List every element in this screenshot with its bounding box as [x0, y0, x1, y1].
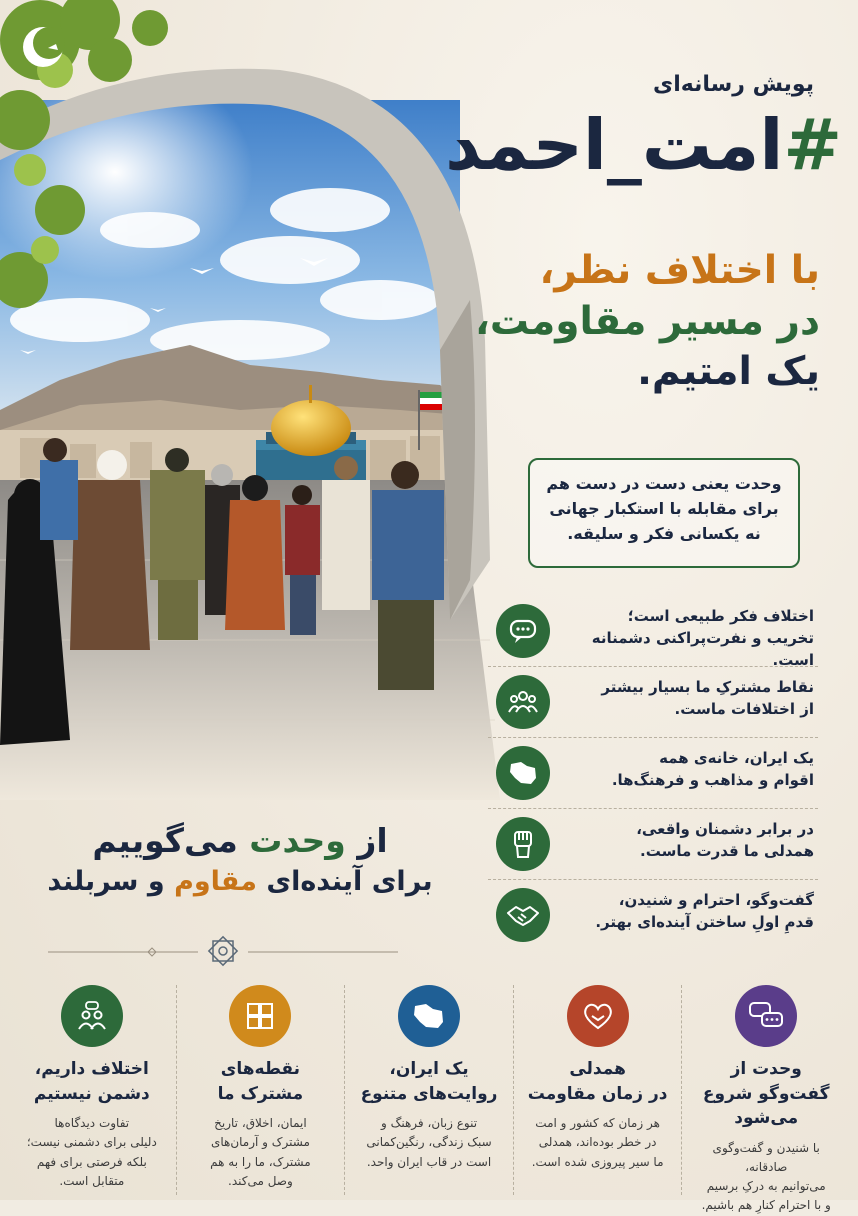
feature-column [177, 985, 346, 1195]
column-desc: سبک زندگی، رنگین‌کمانی [366, 1135, 492, 1150]
unity-slogan-line-1 [30, 820, 450, 863]
point-line-2: اقوام و مذاهب و فرهنگ‌ها. [611, 770, 814, 789]
crescent-logo-icon [14, 18, 72, 76]
column-desc: متقابل است. [59, 1173, 125, 1188]
feature-column [514, 985, 683, 1195]
main-slogan [400, 246, 820, 398]
list-item [488, 667, 818, 738]
column-desc: ما سیر پیروزی شده است. [531, 1154, 664, 1169]
column-desc: دلیلی برای دشمنی نیست؛ [26, 1135, 157, 1150]
column-title-1: همدلی [569, 1059, 626, 1079]
point-line-1: اختلاف فکر طبیعی است؛ [627, 607, 814, 625]
column-desc: هر زمان که کشور و امت [535, 1116, 660, 1131]
unity-definition-box [528, 458, 800, 568]
heart-hands-icon [567, 985, 629, 1047]
column-desc: با شنیدن و گفت‌وگوی صادقانه، [712, 1140, 820, 1175]
points-list [488, 596, 818, 950]
column-title-2: مشترک ما [217, 1083, 304, 1104]
list-item [488, 880, 818, 950]
people-group-icon [496, 675, 550, 729]
ornament-star-icon [206, 934, 240, 968]
point-line-2: همدلی ما قدرت ماست. [640, 841, 814, 860]
list-item [488, 809, 818, 880]
raised-fist-icon [496, 817, 550, 871]
people-talk-icon [61, 985, 123, 1047]
column-desc: وصل می‌کند. [228, 1173, 293, 1188]
column-title-2: دشمن نیستیم [33, 1083, 150, 1104]
column-title-2: روایت‌های متنوع [360, 1083, 498, 1104]
column-desc: در خطر بوده‌اند، همدلی [538, 1135, 657, 1150]
hashtag-text: امت_احمد [445, 104, 784, 186]
unity-line-1: وحدت یعنی دست در دست هم [546, 474, 782, 493]
slogan-line-1: با اختلاف نظر، [539, 248, 820, 293]
slogan-part: برای آینده‌ای [256, 865, 433, 897]
point-line-2: قدمِ اولِ ساختن آینده‌ای بهتر. [595, 912, 814, 931]
slogan-line-3: یک امتیم. [637, 349, 820, 395]
feature-column [8, 985, 177, 1195]
column-title-2: گفت‌وگو شروع می‌شود [702, 1083, 830, 1129]
slogan-part: می‌گوییم [92, 821, 250, 860]
slogan-line-2: در مسیر مقاومت، [475, 298, 820, 344]
list-item [488, 596, 818, 667]
feature-column [682, 985, 850, 1213]
slogan-highlight-resistant: مقاوم [174, 865, 257, 897]
unity-slogan-line-2 [30, 863, 450, 901]
unity-line-3: نه یکسانی فکر و سلیقه. [567, 523, 761, 543]
slogan-part: و سربلند [47, 865, 175, 897]
handshake-icon [496, 888, 550, 942]
iran-map-icon [496, 746, 550, 800]
point-line-1: گفت‌وگو، احترام و شنیدن، [618, 891, 814, 909]
column-title-1: وحدت از [730, 1059, 802, 1079]
campaign-subtitle: پویش رسانه‌ای [653, 72, 814, 97]
column-desc: می‌توانیم به درکِ برسیم [706, 1179, 826, 1194]
feature-column [345, 985, 514, 1195]
column-desc: مشترک، ما را به هم [210, 1154, 311, 1169]
point-line-1: یک ایران، خانه‌ی همه [659, 749, 814, 767]
column-desc: بلکه فرصتی برای فهم [36, 1154, 147, 1169]
slogan-highlight-unity: وحدت [249, 821, 346, 860]
point-line-2: تخریب و نفرت‌پراکنی دشمنانه است. [591, 628, 814, 669]
column-title-2: در زمان مقاومت [527, 1083, 668, 1104]
column-desc: ایمان، اخلاق، تاریخ [214, 1116, 307, 1131]
column-desc: تفاوت دیدگاه‌ها [54, 1116, 130, 1131]
column-desc: و با احترام کنارِ هم باشیم. [701, 1198, 831, 1213]
campaign-hashtag [412, 104, 842, 186]
column-title-1: نقطه‌های [220, 1059, 301, 1079]
column-desc: است در قاب ایران واحد. [366, 1154, 492, 1169]
chat-bubble-icon [496, 604, 550, 658]
puzzle-icon [229, 985, 291, 1047]
slogan-part: از [345, 821, 388, 860]
column-title-1: یک ایران، [389, 1059, 469, 1079]
feature-columns [8, 985, 850, 1213]
unity-line-2: برای مقابله با استکبار جهانی [549, 498, 779, 518]
brand-logo [14, 18, 72, 76]
hashtag-symbol: # [783, 104, 842, 186]
unity-slogan [30, 820, 450, 901]
speech-bubbles-icon [735, 985, 797, 1047]
point-line-1: نقاط مشترکِ ما بسیار بیشتر [601, 678, 814, 696]
point-line-1: در برابر دشمنان واقعی، [636, 820, 814, 838]
column-title-1: اختلاف داریم، [34, 1059, 149, 1079]
iran-map-icon [398, 985, 460, 1047]
point-line-2: از اختلافات ماست. [674, 699, 814, 718]
column-desc: مشترک و آرمان‌های [210, 1135, 310, 1150]
column-desc: تنوع زبان، فرهنگ و [380, 1116, 478, 1131]
list-item [488, 738, 818, 809]
